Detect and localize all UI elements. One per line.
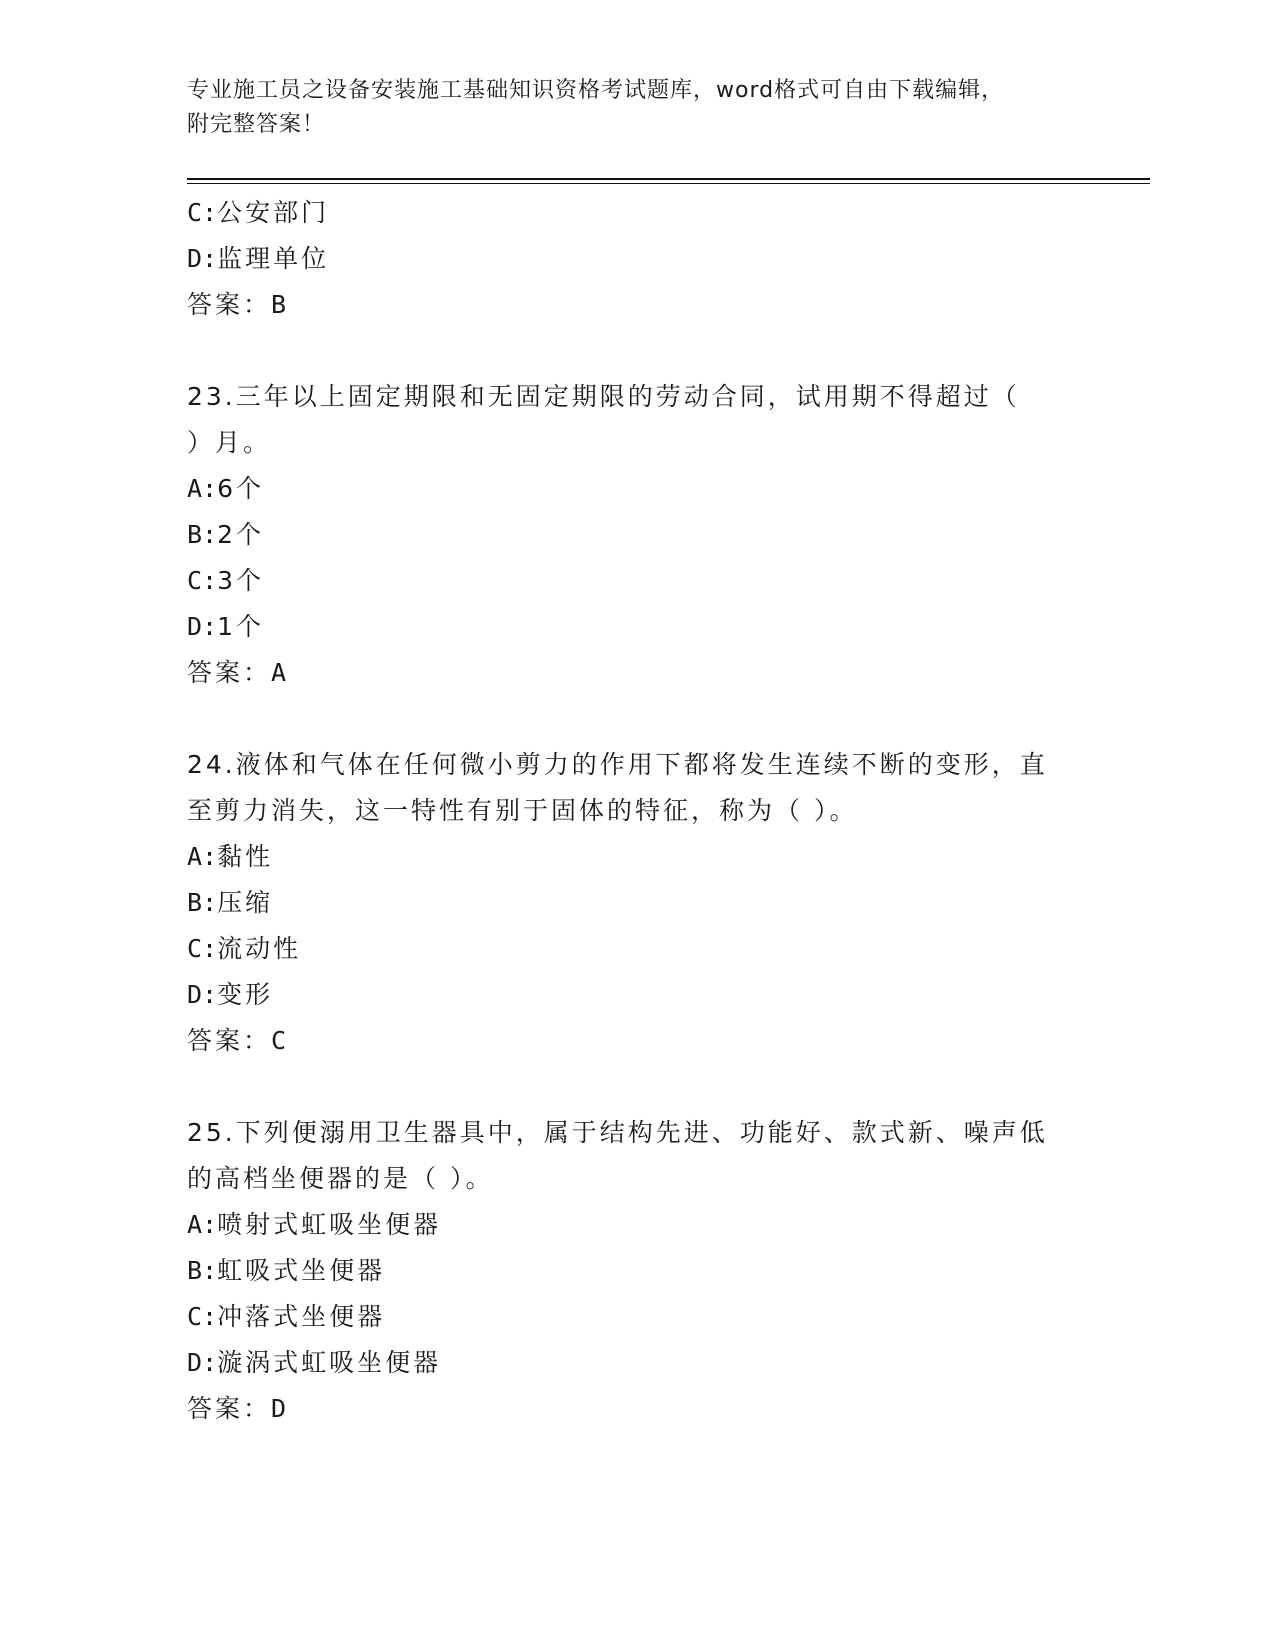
header-line-2: 附完整答案！ [187,112,326,137]
option-text: 1个 [217,612,265,641]
option-text: 监理单位 [217,244,330,273]
option-text: 公安部门 [217,198,330,227]
option-c: C:流动性 [187,934,302,963]
question-23 [187,374,1087,696]
answer-line [187,282,1087,328]
option-text: 流动性 [217,934,302,963]
question-text-line-1: 23.三年以上固定期限和无固定期限的劳动合同，试用期不得超过（ [187,382,1020,411]
option-text: 漩涡式虹吸坐便器 [217,1348,442,1377]
answer-value: A [271,658,290,687]
option-a: A:黏性 [187,842,274,871]
option-text: 冲落式坐便器 [217,1302,386,1331]
option-c: C:3个 [187,566,265,595]
answer-value: C [271,1026,290,1055]
question-24 [187,742,1087,1064]
option-text: 压缩 [217,888,274,917]
answer-label: 答案： [187,658,272,687]
option-d: D:变形 [187,980,274,1009]
question-list [187,190,1087,1478]
header-divider-bottom [187,183,1150,184]
option-d: D:漩涡式虹吸坐便器 [187,1348,442,1377]
option-a: A:6个 [187,474,265,503]
answer-line [187,650,1087,696]
answer-label: 答案： [187,1394,272,1423]
question-22-continued [187,190,1087,328]
header-divider-top [187,178,1150,180]
option-c: C:冲落式坐便器 [187,1302,386,1331]
answer-value: D [271,1394,290,1423]
answer-line [187,1018,1087,1064]
option-a: A:喷射式虹吸坐便器 [187,1210,442,1239]
option-b: B:虹吸式坐便器 [187,1256,386,1285]
option-text: 变形 [217,980,274,1009]
option-text: 虹吸式坐便器 [217,1256,386,1285]
option-text: 2个 [217,520,265,549]
question-text-line-1: 25.下列便溺用卫生器具中，属于结构先进、功能好、款式新、噪声低 [187,1118,1048,1147]
answer-label: 答案： [187,1026,272,1055]
question-text-line-2: 至剪力消失，这一特性有别于固体的特征，称为（ ）。 [187,796,858,825]
answer-label: 答案： [187,290,272,319]
question-text-line-2: 的高档坐便器的是（ ）。 [187,1164,494,1193]
answer-value: B [271,290,290,319]
option-text: 3个 [217,566,265,595]
option-text: 6个 [217,474,265,503]
question-text-line-2: ）月。 [187,428,272,457]
option-d: D:1个 [187,612,265,641]
header-line-1: 专业施工员之设备安装施工基础知识资格考试题库，word格式可自由下载编辑， [187,78,1005,103]
option-text: 黏性 [217,842,274,871]
document-header [187,74,1087,142]
option-b: B:压缩 [187,888,274,917]
option-text: 喷射式虹吸坐便器 [217,1210,442,1239]
question-25 [187,1110,1087,1432]
answer-line [187,1386,1087,1432]
option-b: B:2个 [187,520,265,549]
option-c: C:公安部门 [187,198,330,227]
question-text-line-1: 24.液体和气体在任何微小剪力的作用下都将发生连续不断的变形，直 [187,750,1048,779]
option-d: D:监理单位 [187,244,330,273]
